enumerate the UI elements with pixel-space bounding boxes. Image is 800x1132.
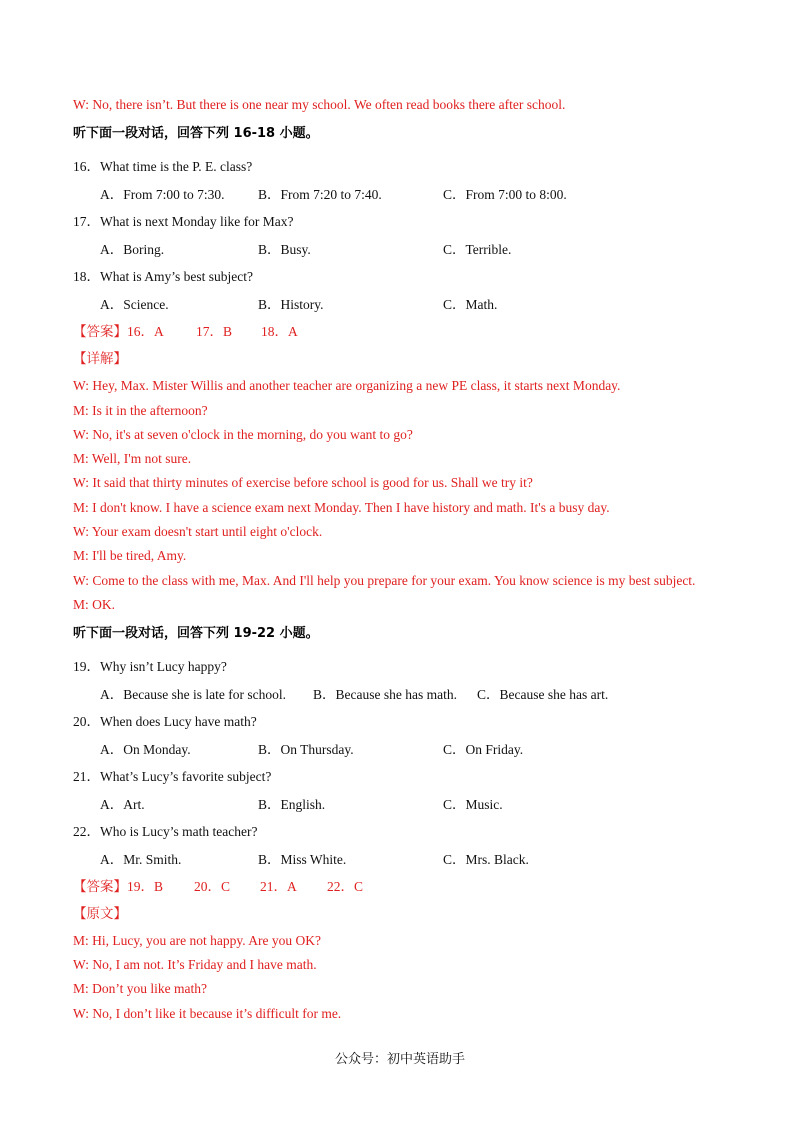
dialogue-line: M: Is it in the afternoon? [73,403,208,418]
option-b: B．Miss White. [258,852,347,867]
answer-label: 【答案】16．A [73,324,164,339]
dialogue-line: W: Hey, Max. Mister Willis and another teacher are organizing a new PE class, it starts next Monday. [73,378,621,393]
section-heading: 听下面一段对话，回答下列 19-22 小题。 [73,626,319,641]
dialogue-line: W: It said that thirty minutes of exercise before school is good for us. Shall we try it? [73,475,533,490]
option-a: A．Science. [100,297,169,312]
answer-item: 22．C [327,879,364,894]
option-a: A．Mr. Smith. [100,852,182,867]
dialogue-line: W: Your exam doesn't start until eight o'clock. [73,524,323,539]
dialogue-line: M: OK. [73,597,116,612]
option-c: C．Math. [443,297,498,312]
dialogue-line: W: No, there isn’t. But there is one near my school. We often read books there after school. [73,97,566,112]
question-17: 17．What is next Monday like for Max? [73,214,294,229]
option-c: C．From 7:00 to 8:00. [443,187,567,202]
page-footer: 公众号：初中英语助手 [334,1052,465,1067]
detail-label: 【详解】 [73,351,127,366]
dialogue-line: W: No, I don’t like it because it’s difficult for me. [73,1006,342,1021]
answer-item: 17．B [196,324,233,339]
option-a: A．On Monday. [100,742,191,757]
option-b: B．English. [258,797,326,812]
dialogue-line: M: Don’t you like math? [73,981,207,996]
dialogue-line: M: Hi, Lucy, you are not happy. Are you OK? [73,933,321,948]
option-a: A．Boring. [100,242,165,257]
question-18: 18．What is Amy’s best subject? [73,269,253,284]
option-c: C．Mrs. Black. [443,852,529,867]
answer-item: 18．A [261,324,298,339]
question-20: 20．When does Lucy have math? [73,714,257,729]
section-heading: 听下面一段对话，回答下列 16-18 小题。 [73,126,319,141]
option-c: C．Because she has art. [477,687,609,702]
question-22: 22．Who is Lucy’s math teacher? [73,824,258,839]
answer-label: 【答案】19．B [73,879,164,894]
option-c: C．Terrible. [443,242,512,257]
option-b: B．History. [258,297,324,312]
question-19: 19．Why isn’t Lucy happy? [73,659,227,674]
question-16: 16．What time is the P. E. class? [73,159,253,174]
option-a: A．From 7:00 to 7:30. [100,187,225,202]
question-21: 21．What’s Lucy’s favorite subject? [73,769,272,784]
option-a: A．Because she is late for school. [100,687,286,702]
option-c: C．On Friday. [443,742,524,757]
dialogue-line: W: No, I am not. It’s Friday and I have math. [73,957,317,972]
option-b: B．On Thursday. [258,742,354,757]
dialogue-line: W: Come to the class with me, Max. And I'll help you prepare for your exam. You know science is my best subject. [73,573,696,588]
dialogue-line: M: I'll be tired, Amy. [73,548,187,563]
original-label: 【原文】 [73,906,127,921]
answer-item: 21．A [260,879,297,894]
option-c: C．Music. [443,797,503,812]
dialogue-line: M: I don't know. I have a science exam next Monday. Then I have history and math. It's a busy day. [73,500,610,515]
option-a: A．Art. [100,797,145,812]
answer-item: 20．C [194,879,231,894]
option-b: B．Because she has math. [313,687,457,702]
dialogue-line: M: Well, I'm not sure. [73,451,192,466]
option-b: B．Busy. [258,242,311,257]
dialogue-line: W: No, it's at seven o'clock in the morning, do you want to go? [73,427,413,442]
option-b: B．From 7:20 to 7:40. [258,187,382,202]
